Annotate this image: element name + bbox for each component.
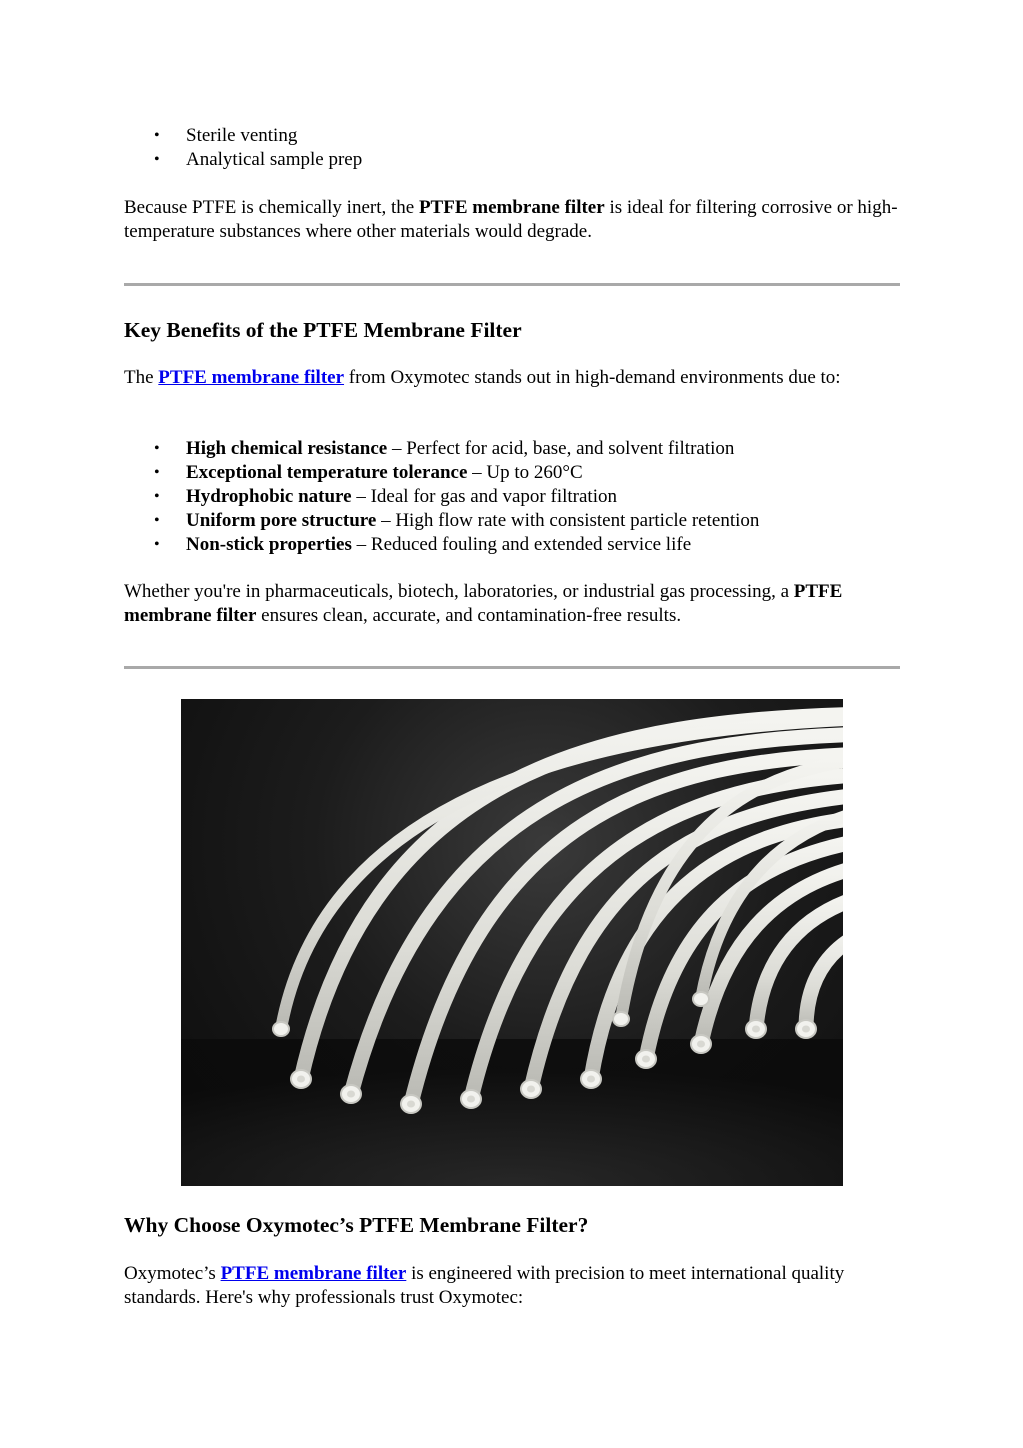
list-item: • Analytical sample prep [124,148,362,172]
benefits-list [124,437,759,557]
benefit-title: Exceptional temperature tolerance [186,462,468,483]
list-item [124,485,759,509]
list-item [124,509,759,533]
benefit-title: Uniform pore structure [186,510,377,531]
ptfe-membrane-filter-link[interactable]: PTFE membrane filter [220,1263,407,1284]
list-item [124,533,759,557]
closing-text: Whether you're in pharmaceuticals, biotech, laboratories, or industrial gas processing, a [124,581,794,602]
list-item [124,461,759,485]
benefit-title: High chemical resistance [186,438,388,459]
lead-text: Oxymotec’s [124,1263,221,1284]
ptfe-membrane-filter-link[interactable]: PTFE membrane filter [158,367,345,388]
lead-text-rest: from Oxymotec stands out in high-demand environments due to: [344,367,841,388]
benefit-text: – Up to 260°C [467,462,583,483]
intro-bold-term: PTFE membrane filter [418,197,605,218]
benefit-text: – Ideal for gas and vapor filtration [351,486,617,507]
list-item [124,437,759,461]
divider [124,666,900,669]
lead-text-rest: is engineered with precision to meet international quality standards. Here's why professionals trust Oxymotec: [124,1263,845,1308]
divider [124,283,900,286]
benefits-closing-paragraph [124,580,900,628]
section-heading: Key Benefits of the PTFE Membrane Filter [124,318,522,342]
lead-text: The [124,367,159,388]
tubing-illustration [181,699,843,1186]
section-heading: Why Choose Oxymotec’s PTFE Membrane Filter? [124,1213,589,1237]
ptfe-tubing-photo [181,699,843,1186]
intro-text: Because PTFE is chemically inert, the [124,197,419,218]
benefit-text: – Reduced fouling and extended service life [351,534,692,555]
intro-text-rest: is ideal for filtering corrosive or high-temperature substances where other materials would degrade. [124,197,898,242]
top-bullet-list [124,124,362,172]
closing-bold-term: PTFE membrane filter [124,581,843,626]
benefit-text: – High flow rate with consistent particle retention [376,510,760,531]
why-choose-paragraph [124,1262,900,1310]
closing-text-rest: ensures clean, accurate, and contamination-free results. [256,605,682,626]
intro-paragraph [124,196,900,244]
benefit-title: Hydrophobic nature [186,486,352,507]
benefit-text: – Perfect for acid, base, and solvent filtration [387,438,735,459]
benefits-lead-paragraph [124,366,900,390]
benefit-title: Non-stick properties [186,534,352,555]
list-item: • Sterile venting [124,124,362,148]
